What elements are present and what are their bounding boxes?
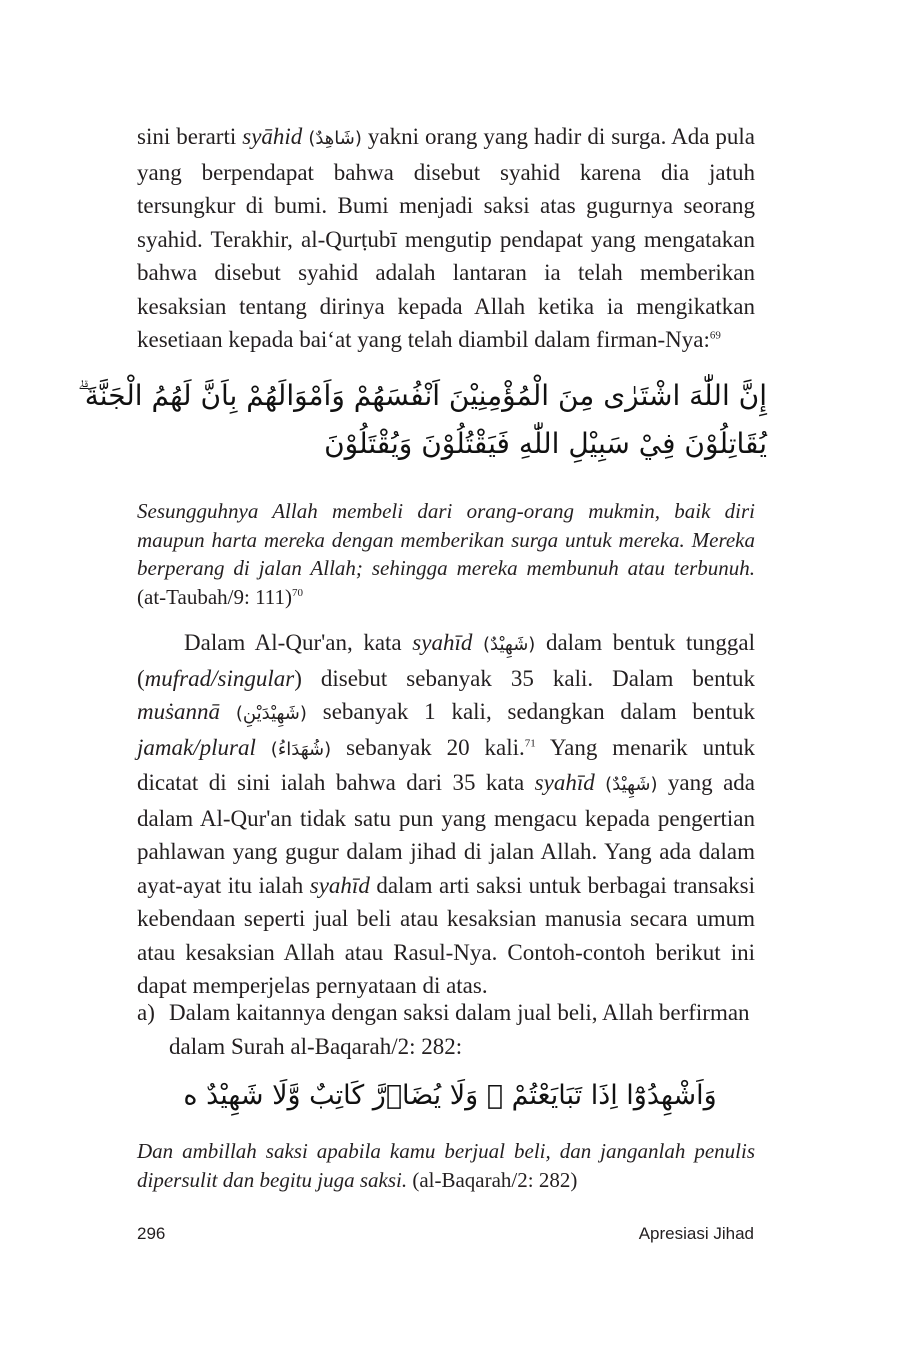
arabic-term: (شَهِيْدٌ) bbox=[605, 774, 658, 795]
paragraph-2 bbox=[137, 626, 755, 1003]
text-run: dalam arti saksi untuk berbagai transaksi kebendaan seperti jual beli atau kesaksian manusia secara umum atau kesaksian Allah atau Rasul-Nya. Contoh-contoh berikut ini dapat memperjelas pernyataan di atas. bbox=[137, 872, 755, 998]
running-title: Apresiasi Jihad bbox=[638, 1224, 754, 1243]
list-item bbox=[137, 996, 755, 1063]
translation-2-text: Dan ambillah saksi apabila kamu berjual beli, dan janganlah penulis dipersulit dan begitu juga saksi. bbox=[137, 1139, 755, 1192]
text-run: dalam bentuk tunggal ( bbox=[137, 630, 755, 691]
footnote-ref: 71 bbox=[524, 736, 536, 749]
transliteration: syahīd bbox=[412, 630, 473, 655]
arabic-term: (شُهَدَاءُ) bbox=[270, 738, 332, 760]
text-run: sini berarti bbox=[137, 124, 243, 149]
transliteration: syāhid bbox=[242, 124, 303, 149]
translation-1-text: Sesungguhnya Allah membeli dari orang-orang mukmin, baik diri maupun harta mereka dengan memberikan surga untuk mereka. Mereka berperang di jalan Allah; sehingga mereka membunuh atau terbunuh. bbox=[137, 499, 755, 580]
verse-reference: (at-Taubah/9: 111) bbox=[137, 584, 292, 609]
list-item-text: Dalam kaitannya dengan saksi dalam jual beli, Allah berfirman dalam Surah al-Baqarah/2: 282: bbox=[169, 1000, 750, 1059]
verse-reference: (al-Baqarah/2: 282) bbox=[407, 1167, 578, 1192]
footnote-ref: 69 bbox=[709, 329, 721, 342]
list-marker: a) bbox=[137, 1000, 155, 1025]
text-run: sebanyak 1 kali, sedangkan dalam bentuk bbox=[306, 699, 756, 724]
text-run: Yang menarik untuk dicatat di sini ialah bahwa dari 35 kata bbox=[137, 734, 755, 795]
arabic-term: (شَاهِدٌ) bbox=[308, 128, 362, 149]
text-run: ) disebut sebanyak 35 kali. Dalam bentuk bbox=[294, 665, 755, 691]
text-run: yakni orang yang hadir di surga. Ada pula yang berpendapat bahwa disebut syahid karena dia jatuh tersungkur di bumi. Bumi menjadi saksi atas gugurnya seorang syahid. Terakhir, al-Qurṭubī mengutip pendapat yang mengatakan bahwa disebut syahid adalah lantaran ia telah memberikan kesaksian tentang dirinya kepada Allah ketika ia mengikatkan kesetiaan kepada bai‘at yang telah diambil dalam firman-Nya: bbox=[137, 124, 756, 352]
transliteration: syahīd bbox=[534, 770, 595, 795]
text-run: yang ada dalam Al-Qur'an tidak satu pun yang mengacu kepada pengertian pahlawan yang gugur dalam jihad di jalan Allah. Yang ada dalam ayat-ayat itu ialah bbox=[137, 770, 755, 898]
verse-1-line-2: يُقَاتِلُوْنَ فِيْ سَبِيْلِ اللّٰهِ فَيَقْتُلُوْنَ وَيُقْتَلُوْنَ bbox=[324, 427, 767, 460]
quran-verse-2 bbox=[170, 1072, 730, 1120]
transliteration: syahīd bbox=[309, 872, 370, 898]
text-run: Dalam Al-Qur'an, kata bbox=[184, 630, 413, 655]
arabic-term: (شَهِيْدَيْنِ) bbox=[235, 703, 307, 724]
translation-2 bbox=[137, 1137, 755, 1194]
paragraph-1-text bbox=[137, 120, 755, 357]
transliteration: jamak/plural bbox=[137, 734, 256, 760]
arabic-term: (شَهِيْدٌ) bbox=[482, 634, 536, 655]
transliteration: mufrad/singular bbox=[144, 665, 295, 691]
paragraph-1 bbox=[137, 120, 755, 357]
translation-1 bbox=[137, 497, 755, 611]
footnote-ref: 70 bbox=[292, 586, 303, 599]
verse-2-line-1: وَاَشْهِدُوْٓا اِذَا تَبَايَعْتُمْ ۖ وَلَا يُضَاۤرَّ كَاتِبٌ وَّلَا شَهِيْدٌ ە bbox=[183, 1080, 717, 1111]
page-number: 296 bbox=[137, 1224, 166, 1243]
transliteration: muṡannā bbox=[137, 699, 221, 724]
paragraph-2-text bbox=[137, 626, 755, 1003]
text-run: sebanyak 20 kali. bbox=[331, 734, 525, 760]
quran-verse-1 bbox=[77, 372, 767, 468]
verse-1-line-1: إِنَّ اللّٰهَ اشْتَرٰى مِنَ الْمُؤْمِنِيْنَ اَنْفُسَهُمْ وَاَمْوَالَهُمْ بِاَنَّ لَهُمُ الْجَنَّةَ ۗ bbox=[77, 379, 767, 412]
